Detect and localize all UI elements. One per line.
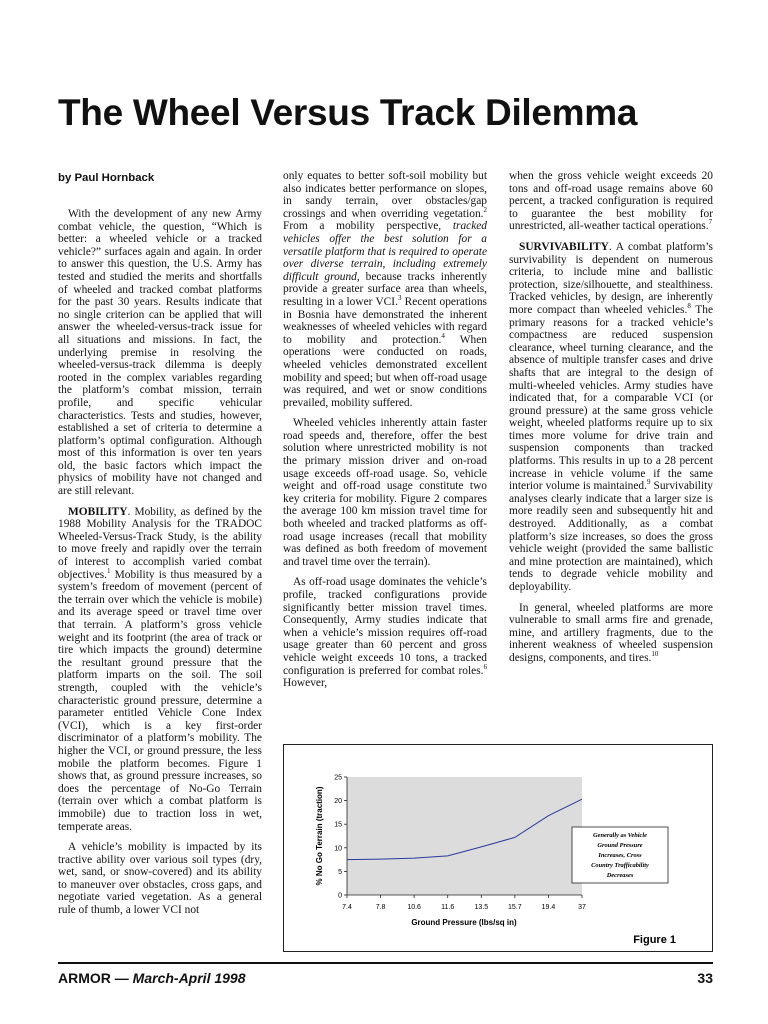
- text: In general, wheeled platforms are more vulnerable to small arms fire and grenade, mine, and artillery fragments, due to the inherent weakness of wheeled suspension designs, components, and tires.: [509, 601, 713, 664]
- footnote-ref: 10: [651, 650, 659, 659]
- annotation-line: Country Trafficability: [591, 862, 649, 869]
- footnote-ref: 7: [708, 218, 713, 227]
- column-3: [509, 170, 713, 673]
- text: Survivability analyses clearly indicate that a larger size is more readily seen and subsequently hit and destroyed. Additionally, as a combat platform’s size increases, so does the gross vehicle weight (provided the same ballistic and mine protection are maintained), which tends to degrade vehicle mobility and deployability.: [509, 480, 713, 593]
- footnote-ref: 6: [483, 662, 487, 671]
- byline: by Paul Hornback: [58, 172, 155, 184]
- text: when the gross vehicle weight exceeds 20 tons and off-road usage remains above 60 percent, a tracked configuration is required to guarantee the best mobility for unrestricted, all-weather tactical operations.: [509, 170, 713, 233]
- x-tick-label: 11.6: [441, 904, 455, 911]
- x-tick-label: 13.5: [474, 904, 489, 911]
- magazine-name: ARMOR —: [58, 970, 133, 986]
- annotation-box: [572, 827, 668, 883]
- plot-area: [347, 777, 582, 895]
- text: . A combat platform’s survivability is dependent on numerous criteria, to include mine and ballistic protection, size/silhouette, and stealthiness. Tracked vehicles, by design, are inherently more compact than wheeled vehicles.: [509, 240, 713, 316]
- figure-caption: Figure 1: [633, 934, 676, 946]
- column-1: [58, 208, 262, 925]
- text: only equates to better soft-soil mobility but also indicates better performance on slopes, in sandy terrain, over obstacles/gap crossings and when overriding vegetation.: [283, 170, 487, 220]
- footnote-ref: 4: [441, 331, 445, 340]
- text: . Mobility, as defined by the 1988 Mobility Analysis for the TRADOC Wheeled-Versus-Track Study, is the ability to move freely and rapidly over the terrain of interest to accomplish varied combat objectives.: [58, 505, 262, 581]
- paragraph: With the development of any new Army combat vehicle, the question, “Which is better: a wheeled vehicle or a tracked vehicle?” surfaces again and again. In order to answer this question, the U.S. Army has tested and studied the merits and shortfalls of wheeled and tracked combat platforms for the past 30 years. Results indicate that no single criterion can be applied that will answer the wheeled-versus-track issue for all situations and missions. In fact, the underlying premise in resolving the wheeled-versus-track dilemma is deeply rooted in the complex variables regarding the platform’s combat mission, terrain profile, and specific vehicular characteristics. Tests and studies, however, established a set of criteria to determine a platform’s optimal configuration. Although most of this information is over ten years old, the basic factors which impact the physics of mobility have not changed and are still relevant.: [58, 208, 262, 498]
- x-tick-label: 7.8: [375, 904, 386, 911]
- paragraph: [58, 506, 262, 833]
- text: because tracks inherently provide a greater surface area than wheels, resulting in a lower VCI.: [283, 270, 487, 308]
- text: From a mobility perspective,: [283, 220, 453, 233]
- text: When operations were conducted on roads, wheeled vehicles demonstrated excellent mobility and speed; but when off-road usage was required, and wet or snow conditions prevailed, mobility suffered.: [283, 333, 488, 409]
- paragraph: [283, 170, 487, 409]
- footer-rule: [58, 962, 713, 964]
- annotation-line: Ground Pressure: [597, 842, 643, 849]
- footnote-ref: 8: [687, 302, 691, 311]
- issue-date: March-April 1998: [132, 970, 246, 986]
- paragraph: [509, 170, 713, 233]
- y-tick-label: 20: [334, 798, 342, 806]
- x-axis-label: Ground Pressure (lbs/sq in): [411, 918, 517, 927]
- x-tick-label: 10.6: [407, 904, 421, 911]
- chart: [284, 745, 714, 953]
- footnote-ref: 9: [646, 478, 651, 487]
- y-tick-label: 10: [334, 845, 342, 853]
- paragraph: [509, 602, 713, 665]
- text: Mobility is thus measured by a system’s freedom of movement (percent of the terrain over which the vehicle is mobile) and its average speed or travel time over that terrain. A platform’s gross vehicle weight and its footprint (the area of track or tire which impacts the ground) determine the resultant ground pressure that the platform imparts on the soil. The soil strength, coupled with the vehicle’s characteristic ground pressure, determine a parameter entitled Vehicle Cone Index (VCI), which is a key first-order discriminator of a platform’s mobility. The higher the VCI, or ground pressure, the less mobile the platform becomes. Figure 1 shows that, as ground pressure increases, so does the percentage of No-Go Terrain (terrain over which a combat platform is immobile) due to traction loss in wet, temperate areas.: [58, 568, 262, 833]
- y-axis-label: % No Go Terrain (traction): [315, 786, 324, 886]
- article-title: The Wheel Versus Track Dilemma: [58, 92, 638, 133]
- annotation-line: Increases, Cross: [598, 852, 642, 859]
- y-tick-label: 15: [334, 821, 342, 829]
- section-heading-mobility: MOBILITY: [68, 505, 128, 518]
- text: However,: [283, 677, 328, 690]
- text: Recent operations in Bosnia have demonstrated the inherent weaknesses of wheeled vehicles with regard to mobility and protection.: [283, 295, 487, 346]
- paragraph: [283, 576, 487, 689]
- paragraph: Wheeled vehicles inherently attain faster road speeds and, therefore, offer the best solution where unrestricted mobility is not the primary mission driver and on-road usage exceeds off-road usage. So, vehicle weight and off-road usage constitute two key criteria for mobility. Figure 2 compares the average 100 km mission travel time for both wheeled and tracked platforms as off-road usage increases (recall that mobility was defined as both freedom of movement and travel time over the terrain).: [283, 417, 487, 568]
- footnote-ref: 3: [397, 294, 402, 303]
- figure-1: [283, 744, 713, 952]
- x-tick-label: 7.4: [342, 904, 352, 911]
- footer-publication: [58, 970, 246, 986]
- text: The primary reasons for a tracked vehicle’s compactness are reduced suspension clearance, wheel turning clearance, and the absence of multiple transfer cases and drive shafts that are integral to the design of multi-wheeled vehicles. Army studies have indicated that, for a comparable VCI (or ground pressure) at the same gross vehicle weight, wheeled platforms require up to six times more volume for drive train and suspension components than tracked platforms. This results in up to a 28 percent increase in vehicle volume if the same interior volume is maintained.: [509, 303, 714, 493]
- paragraph: A vehicle’s mobility is impacted by its tractive ability over various soil types (dry, wet, sand, or snow-covered) and its ability to maneuver over obstacles, cross gaps, and negotiate varied vegetation. As a general rule of thumb, a lower VCI not: [58, 841, 262, 917]
- footnote-ref: 1: [107, 566, 111, 575]
- y-tick-label: 5: [338, 868, 342, 876]
- annotation-line: Decreases: [606, 872, 634, 879]
- x-tick-label: 37: [578, 904, 586, 911]
- x-tick-label: 19.4: [541, 904, 556, 911]
- paragraph: [509, 241, 713, 594]
- y-tick-label: 0: [338, 892, 342, 900]
- emphasis-text: tracked vehicles offer the best solution for a versatile platform that is required to operate over diverse terrain, including extremely difficult ground,: [283, 220, 487, 283]
- section-heading-survivability: SURVIVABILITY: [519, 240, 609, 253]
- text: As off-road usage dominates the vehicle’s profile, tracked configurations provide significantly better mission travel times. Consequently, Army studies indicate that when a vehicle’s mission requires off-road usage greater than 60 percent and gross vehicle weight exceeds 10 tons, a tracked configuration is preferred for combat roles.: [283, 576, 487, 677]
- column-2: [283, 170, 487, 698]
- y-tick-label: 25: [334, 774, 342, 782]
- annotation-line: Generally as Vehicle: [593, 832, 647, 839]
- footnote-ref: 2: [483, 205, 487, 214]
- page-number: 33: [697, 970, 713, 986]
- x-tick-label: 15.7: [508, 904, 522, 911]
